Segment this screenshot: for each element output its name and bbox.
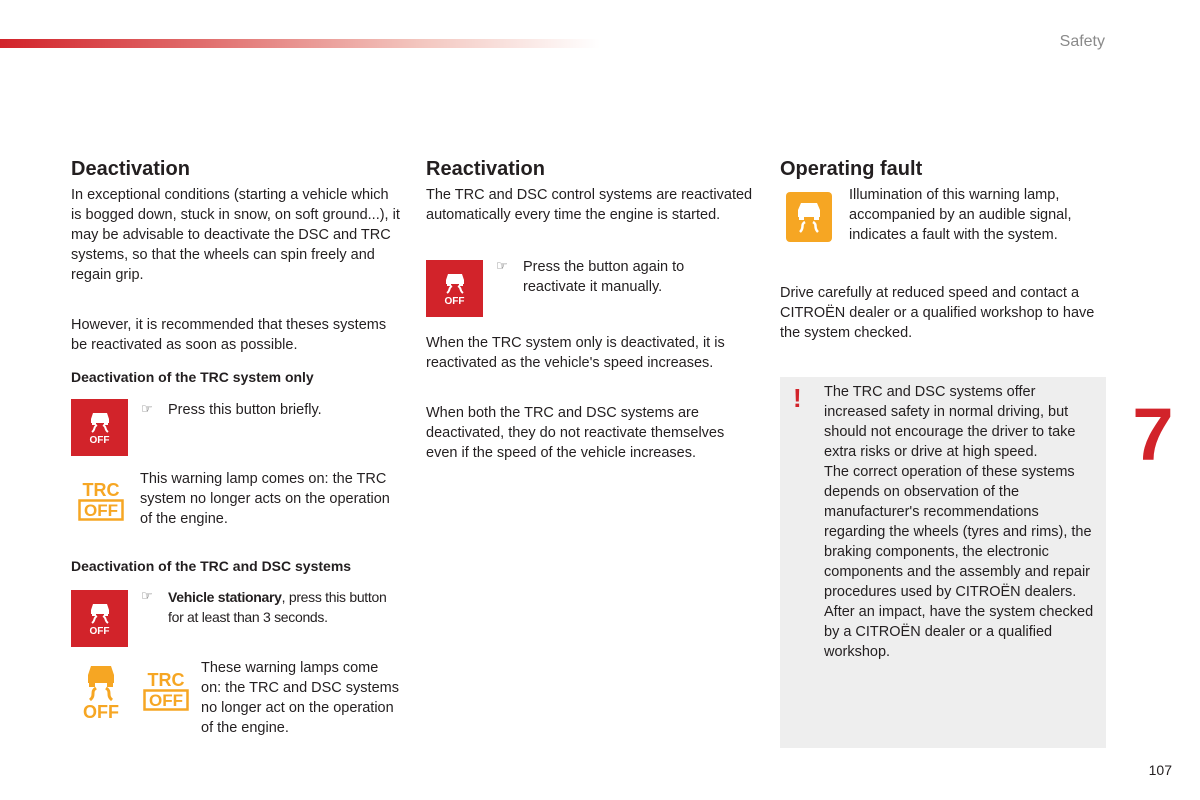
deactivation-intro: In exceptional conditions (starting a vehicle which is bogged down, stuck in snow, on soft ground...), it may be advisable to deactivate the DSC and TRC systems, so that the wheels can spin freely and regain grip. (71, 187, 400, 283)
trc-text: TRC (82, 480, 120, 500)
chapter-number: 7 (1132, 393, 1174, 476)
header-accent-bar (0, 39, 600, 48)
safety-note-text (824, 382, 1096, 662)
reactivation-trc-only: When the TRC system only is deactivated, it is reactivated as the vehicle's speed increases. (426, 335, 725, 371)
section-label: Safety (1059, 33, 1105, 50)
fault-advice: Drive carefully at reduced speed and contact a CITROËN dealer or a qualified workshop to have the system checked. (780, 285, 1095, 341)
trc-dsc-lamps-text: These warning lamps come on: the TRC and DSC systems no longer act on the operation of the engine. (201, 660, 399, 736)
note-paragraph-1: The TRC and DSC systems offer increased safety in normal driving, but should not encourage the driver to take extra risks or drive at high speed. (824, 384, 1076, 460)
bullet-icon: ☞ (496, 258, 508, 273)
reactivation-heading: Reactivation (426, 158, 545, 180)
off-label: OFF (89, 625, 110, 637)
trc-only-lamp-text: This warning lamp comes on: the TRC system no longer acts on the operation of the engine. (140, 471, 390, 527)
esp-off-button-icon-3 (426, 260, 483, 317)
skid-car-icon (87, 601, 113, 625)
deactivation-recommend: However, it is recommended that theses systems be reactivated as soon as possible. (71, 317, 387, 353)
note-paragraph-2: The correct operation of these systems depends on observation of the manufacturer's recommendations regarding the wheels (tyres and rims), the braking components, the electronic components and the assembly and repair procedures used by CITROËN dealers. (824, 464, 1092, 600)
esp-off-button-icon-2 (71, 590, 128, 647)
skid-car-icon (442, 271, 468, 295)
trc-only-step: Press this button briefly. (168, 402, 322, 418)
trc-only-heading: Deactivation of the TRC system only (71, 369, 314, 385)
bullet-icon: ☞ (141, 401, 153, 416)
off-label: OFF (89, 434, 110, 446)
trc-dsc-heading: Deactivation of the TRC and DSC systems (71, 558, 352, 574)
esp-off-button-icon (71, 399, 128, 456)
skid-off-warning-lamp-icon (80, 663, 122, 726)
fault-heading: Operating fault (780, 158, 923, 180)
reactivation-intro: The TRC and DSC control systems are reactivated automatically every time the engine is started. (426, 187, 753, 223)
fault-lamp-text: Illumination of this warning lamp, accompanied by an audible signal, indicates a fault with the system. (849, 187, 1072, 243)
trc-dsc-step-rest: , press this button for at least than 3 seconds. (168, 589, 387, 625)
trc-off-text: OFF (84, 501, 118, 520)
reactivation-both: When both the TRC and DSC systems are deactivated, they do not reactivate themselves even if the speed of the vehicle increases. (426, 405, 725, 461)
skid-car-icon (793, 200, 825, 234)
trc-off-warning-lamp-icon-2 (143, 669, 189, 716)
bullet-icon: ☞ (141, 588, 153, 603)
trc-off-text: OFF (149, 691, 183, 710)
warning-exclamation-icon: ! (793, 383, 802, 413)
lamp-off-text: OFF (83, 702, 119, 721)
note-paragraph-3: After an impact, have the system checked by a CITROËN dealer or a qualified workshop. (824, 604, 1094, 660)
vehicle-stationary-label: Vehicle stationary (168, 589, 282, 605)
deactivation-heading: Deactivation (71, 158, 190, 180)
off-label: OFF (444, 295, 465, 307)
reactivation-step: Press the button again to reactivate it manually. (523, 259, 685, 295)
skid-car-icon (87, 410, 113, 434)
trc-dsc-step (168, 587, 398, 627)
trc-off-warning-lamp-icon (78, 479, 124, 526)
trc-text: TRC (147, 670, 185, 690)
page-number: 107 (1148, 762, 1172, 778)
fault-warning-lamp-icon (786, 192, 832, 242)
